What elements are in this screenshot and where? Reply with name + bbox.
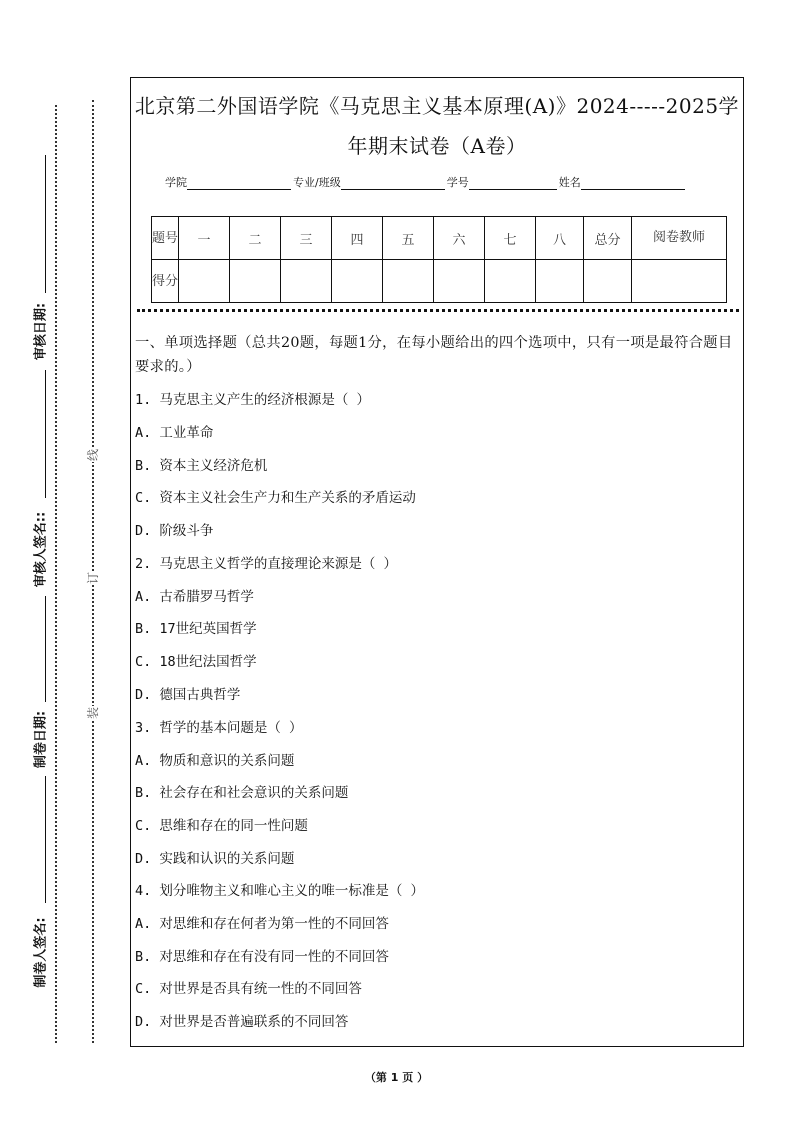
- question-stem: 2. 马克思主义哲学的直接理论来源是（ ）: [135, 556, 398, 572]
- review-date-underline: [45, 155, 46, 293]
- option: C. 18世纪法国哲学: [135, 654, 257, 670]
- score-cell[interactable]: [632, 260, 727, 303]
- student-id-label: 学号: [446, 176, 469, 189]
- option: A. 对思维和存在何者为第一性的不同回答: [135, 916, 389, 932]
- reviewer-signature-label: 审核人签名::: [33, 511, 49, 588]
- major-class-label: 专业/班级: [293, 176, 341, 189]
- column-header: 六: [434, 217, 485, 260]
- option: B. 社会存在和社会意识的关系问题: [135, 785, 349, 801]
- student-id-field[interactable]: [469, 178, 557, 190]
- score-cell[interactable]: [434, 260, 485, 303]
- question-stem: 3. 哲学的基本问题是（ ）: [135, 720, 303, 736]
- column-header: 总分: [584, 217, 632, 260]
- column-header: 三: [281, 217, 332, 260]
- exam-title-line1: 北京第二外国语学院《马克思主义基本原理(A)》2024-----2025学: [134, 94, 740, 118]
- score-cell[interactable]: [332, 260, 383, 303]
- compiler-signature-label: 制卷人签名:: [33, 917, 49, 988]
- score-cell[interactable]: [383, 260, 434, 303]
- option: D. 德国古典哲学: [135, 687, 241, 703]
- option: D. 阶级斗争: [135, 523, 214, 539]
- exam-title-line2: 年期末试卷（A卷）: [347, 134, 527, 158]
- score-cell[interactable]: [584, 260, 632, 303]
- line-mark: 线: [86, 449, 100, 462]
- review-date-label: 审核日期:: [33, 302, 49, 361]
- column-header: 二: [230, 217, 281, 260]
- college-label: 学院: [165, 176, 187, 189]
- question-number-header: 题号: [152, 217, 179, 260]
- student-info-row: [165, 174, 719, 190]
- question-number-row: [152, 217, 727, 260]
- option: A. 工业革命: [135, 425, 214, 441]
- score-cell[interactable]: [536, 260, 584, 303]
- question-stem: 1. 马克思主义产生的经济根源是（ ）: [135, 392, 371, 408]
- mount-mark: 装: [86, 707, 100, 720]
- exam-frame: [130, 77, 744, 1047]
- major-class-field[interactable]: [341, 178, 445, 190]
- page-number: （第 1 页 ）: [364, 1071, 429, 1084]
- column-header: 阅卷教师: [632, 217, 727, 260]
- bind-mark: 订: [86, 572, 100, 585]
- compile-date-label: 制卷日期:: [33, 710, 49, 769]
- column-header: 八: [536, 217, 584, 260]
- dotted-separator: [137, 309, 739, 312]
- column-header: 四: [332, 217, 383, 260]
- option: D. 对世界是否普遍联系的不同回答: [135, 1014, 349, 1030]
- column-header: 一: [179, 217, 230, 260]
- option: B. 17世纪英国哲学: [135, 621, 257, 637]
- option: B. 资本主义经济危机: [135, 458, 268, 474]
- score-cell[interactable]: [485, 260, 536, 303]
- college-field[interactable]: [187, 178, 291, 190]
- option: C. 资本主义社会生产力和生产关系的矛盾运动: [135, 490, 416, 506]
- name-field[interactable]: [581, 178, 685, 190]
- option: C. 思维和存在的同一性问题: [135, 818, 308, 834]
- column-header: 五: [383, 217, 434, 260]
- score-cell[interactable]: [179, 260, 230, 303]
- score-table: [151, 216, 727, 303]
- score-cell[interactable]: [230, 260, 281, 303]
- option: B. 对思维和存在有没有同一性的不同回答: [135, 949, 389, 965]
- option: A. 物质和意识的关系问题: [135, 753, 295, 769]
- reviewer-signature-underline: [45, 370, 46, 498]
- option: D. 实践和认识的关系问题: [135, 851, 295, 867]
- section-heading: 一、单项选择题（总共20题，每题1分，在每小题给出的四个选项中，只有一项是最符合题目要求的。）: [135, 335, 733, 375]
- question-stem: 4. 划分唯物主义和唯心主义的唯一标准是（ ）: [135, 883, 425, 899]
- score-row: [152, 260, 727, 303]
- column-header: 七: [485, 217, 536, 260]
- option: C. 对世界是否具有统一性的不同回答: [135, 981, 362, 997]
- option: A. 古希腊罗马哲学: [135, 589, 254, 605]
- name-label: 姓名: [558, 176, 581, 189]
- score-header: 得分: [152, 260, 179, 303]
- compiler-signature-underline: [45, 776, 46, 903]
- outer-dotted-line: [55, 105, 57, 1043]
- score-cell[interactable]: [281, 260, 332, 303]
- compile-date-underline: [45, 596, 46, 702]
